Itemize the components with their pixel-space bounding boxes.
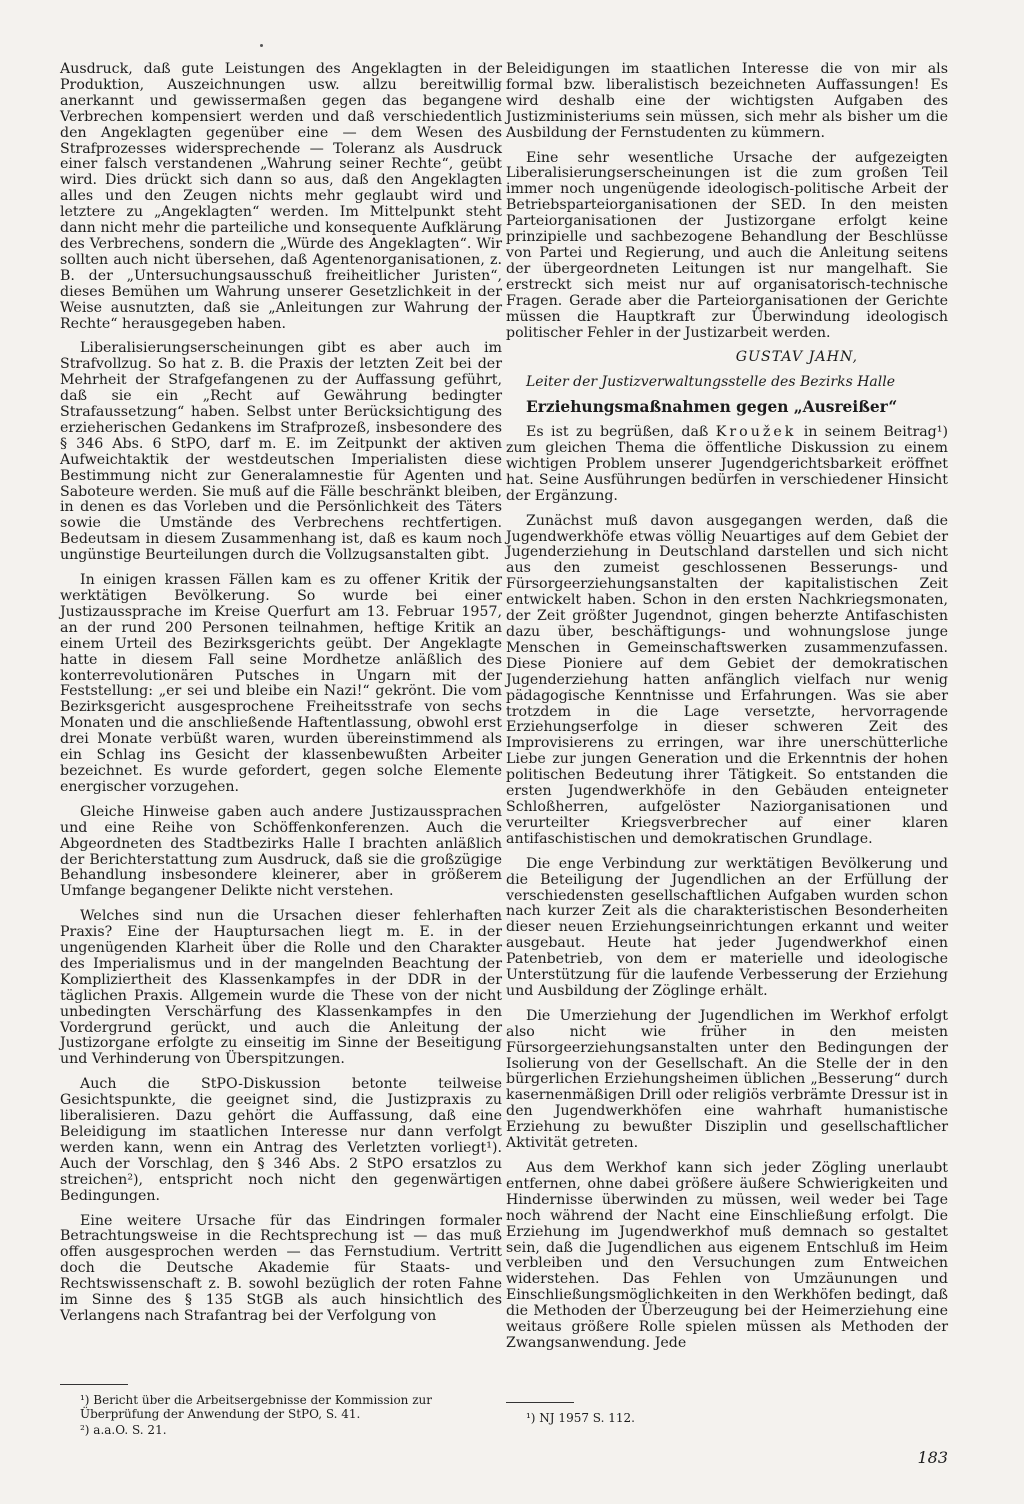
left-column [60, 62, 502, 1334]
body-paragraph: Aus dem Werkhof kann sich jeder Zögling unerlaubt entfernen, ohne dabei größere äußere Schwierigkeiten und Hindernisse überwinden zu müssen, weil weder bei Tage noch während der Nacht eine Einschließung erfolgt. Die Erziehung im Jugendwerkhof muß demnach so gestaltet sein, daß die Jugendlichen aus eigenem Entschluß im Heim verbleiben und den Versuchungen zum Entweichen widerstehen. Das Fehlen von Umzäunungen und Einschließungsmöglichkeiten in den Werkhöfen bedingt, daß die Methoden der Überzeugung bei der Heimerziehung eine weitaus größere Rolle spielen müssen als Methoden der Zwangsanwendung. Jede [506, 1160, 948, 1351]
print-speck [260, 44, 263, 47]
footnote: ²) a.a.O. S. 21. [80, 1423, 167, 1437]
body-paragraph: Zunächst muß davon ausgegangen werden, daß die Jugendwerkhöfe etwas völlig Neuartiges auf dem Gebiet der Jugenderziehung in Deutschland darstellen und sich nicht aus den zumeist geschlossenen Besserungs- und Fürsorgeerziehungsanstalten der kapitalistischen Zeit entwickelt haben. Schon in den ersten Nachkriegsmonaten, der Zeit größter Jugendnot, gingen beherzte Antifaschisten dazu über, beschäftigungs- und wohnungslose junge Menschen in Gemeinschaftswerken zusammenzufassen. Diese Pioniere auf dem Gebiet der demokratischen Jugenderziehung hatten anfänglich vielfach nur wenig pädagogische Kenntnisse und Erfahrungen. Was sie aber trotzdem in die Lage versetzte, hervorragende Erziehungserfolge in dieser schweren Zeit des Improvisierens zu erringen, war ihre unerschütterliche Liebe zur jungen Generation und die Erkenntnis der hohen politischen Bedeutung ihrer Tätigkeit. So entstanden die ersten Jugendwerkhöfe in den Gebäuden enteigneter Schloßherren, aufgelöster Naziorganisationen und verurteilter Kriegsverbrecher auf einer klaren antifaschistischen und demokratischen Grundlage. [506, 512, 948, 847]
intro-text: in seinem Beitrag¹) zum gleichen Thema die öffentliche Diskussion zu einem wichtigen Problem unserer Jugendgerichtsbarkeit eröffnet hat. Seine Ausführungen bedürfen in verschiedener Hinsicht der Ergänzung. [506, 424, 948, 504]
section-heading: Erziehungsmaßnahmen gegen „Ausreißer“ [526, 398, 898, 417]
body-paragraph: Eine sehr wesentliche Ursache der aufgezeigten Liberalisierungserscheinungen ist die zum großen Teil immer noch ungenügende ideologisch-politische Arbeit der Betriebsparteiorganisationen der SED. In den meisten Parteiorganisationen der Justizorgane erfolgt keine prinzipielle und sachbezogene Behandlung der Beschlüsse von Partei und Regierung, und auch die Anleitung seitens der übergeordneten Leitungen ist nur mangelhaft. Sie erstreckt sich meist nur auf organisatorisch-technische Fragen. Gerade aber die Parteiorganisationen der Gerichte müssen die Hauptkraft zur Überwindung ideologisch politischer Fehler in der Justizarbeit werden. [506, 149, 948, 341]
footnote: ¹) Bericht über die Arbeitsergebnisse der Kommission zur Überprüfung der Anwendung der StPO, S. 41. [80, 1393, 432, 1421]
body-paragraph [506, 425, 948, 505]
body-paragraph: Eine weitere Ursache für das Eindringen formaler Betrachtungsweise in die Rechtsprechung ist — das muß offen ausgesprochen werden — das Fernstudium. Vertritt doch die Deutsche Akademie für Staats- und Rechtswissenschaft z. B. sowohl bezüglich der roten Fahne im Sinne des § 135 StGB als auch hinsichtlich des Verlangens nach Strafantrag bei der Verfolgung von [60, 1212, 502, 1324]
left-footnotes [60, 1384, 502, 1439]
intro-text: Es ist zu begrüßen, daß [526, 424, 716, 441]
body-paragraph: In einigen krassen Fällen kam es zu offener Kritik der werktätigen Bevölkerung. So wurde bei einer Justizaussprache im Kreise Querfurt am 13. Februar 1957, an der rund 200 Personen teilnahmen, heftige Kritik an einem Urteil des Bezirksgerichts geübt. Der Angeklagte hatte in diesem Fall seine Mordhetze anläßlich des konterrevolutionären Putsches in Ungarn mit der Feststellung: „er sei und bleibe ein Nazi!“ gekrönt. Die vom Bezirksgericht ausgesprochene Freiheitsstrafe von sechs Monaten und die anschließende Haftentlassung, obwohl erst drei Monate verbüßt waren, wurden übereinstimmend als ein Schlag ins Gesicht der klassenbewußten Arbeiter bezeichnet. Es wurde gefordert, gegen solche Elemente energischer vorzugehen. [60, 572, 502, 795]
body-paragraph: Liberalisierungserscheinungen gibt es aber auch im Strafvollzug. So hat z. B. die Praxis der letzten Zeit bei der Mehrheit der Strafgefangenen zu der Auffassung geführt, daß sie ein „Recht auf Gewährung bedingter Strafaussetzung“ haben. Selbst unter Berücksichtigung des erzieherischen Gedankens im Strafprozeß, insbesondere des § 346 Abs. 6 StPO, darf m. E. im Zeitpunkt der aktiven Aufweichtaktik der westdeutschen Imperialisten diese Bestimmung nicht zur Generalamnestie für Agenten und Saboteure werden. Sie muß auf die Fälle beschränkt bleiben, in denen es das Vorleben und die Persönlichkeit des Täters sowie die Umstände des Verbrechens rechtfertigen. Bedeutsam in diesem Zusammenhang ist, daß es kaum noch ungünstige Beurteilungen durch die Vollzugsanstalten gibt. [60, 340, 502, 564]
body-paragraph: Die Umerziehung der Jugendlichen im Werkhof erfolgt also nicht wie früher in den meisten Fürsorgeerziehungsanstalten unter den Bedingungen der Isolierung von der Gesellschaft. An die Stelle der in den bürgerlichen Erziehungsheimen üblichen „Besserung“ durch kasernenmäßigen Drill oder religiös verbrämte Dressur ist in den Jugendwerkhöfen eine wahrhaft humanistische Erziehung zu bewußter Disziplin und gesellschaftlicher Aktivität getreten. [506, 1007, 948, 1152]
footnote: ¹) NJ 1957 S. 112. [526, 1411, 635, 1425]
footnote-rule [60, 1384, 128, 1385]
body-paragraph: Ausdruck, daß gute Leistungen des Angeklagten in der Produktion, Auszeichnungen usw. allzu bereitwillig anerkannt und gewissermaßen gegen das begangene Verbrechen kompensiert werden und daß verschiedentlich den Angeklagten gegenüber eine — dem Wesen des Strafprozesses widersprechende — Toleranz als Ausdruck einer falsch verstandenen „Wahrung seiner Rechte“, geübt wird. Dies drückt sich dann so aus, daß den Angeklagten alles und den Zeugen nichts mehr geglaubt wird und letztere zu „Angeklagten“ werden. Im Mittelpunkt steht dann nicht mehr die parteiliche und konsequente Aufklärung des Verbrechens, sondern die „Würde des Angeklagten“. Wir sollten auch nicht übersehen, daß Agentenorganisationen, z. B. der „Untersuchungsausschuß freiheitlicher Juristen“, dieses Bemühen um Wahrung unserer Gesetzlichkeit in der Weise ausnutzten, daß sie „Anleitungen zur Wahrung der Rechte“ herausgegeben haben. [60, 61, 502, 332]
right-column [506, 62, 948, 1361]
body-paragraph: Die enge Verbindung zur werktätigen Bevölkerung und die Beteiligung der Jugendlichen an der Erfüllung der verschiedensten gesellschaftlichen Aufgaben wurden schon nach kurzer Zeit als die charakteristischen Besonderheiten dieser neuen Erziehungseinrichtungen erkannt und weiter ausgebaut. Heute hat jeder Jugendwerkhof einen Patenbetrieb, von dem er materielle und ideologische Unterstützung für die laufende Verbesserung der Erziehung und Ausbildung der Zöglinge erhält. [506, 855, 948, 999]
author-name: GUSTAV JAHN, [735, 349, 858, 366]
body-paragraph: Welches sind nun die Ursachen dieser fehlerhaften Praxis? Eine der Hauptursachen liegt m. E. in der ungenügenden Klarheit über die Rolle und den Charakter des Imperialismus und in der mangelnden Beachtung der Kompliziertheit des Klassenkampfes in der DDR in der täglichen Praxis. Allgemein wurde die These von der nicht unbedingten Verschärfung des Klassenkampfes in den Vordergrund gerückt, und auch die Anleitung der Justizorgane erfolgte zu einseitig im Sinne der Beseitigung und Verhinderung von Überspitzungen. [60, 908, 502, 1068]
cited-author: Kroužek [715, 424, 797, 441]
right-footnotes [506, 1402, 948, 1427]
body-paragraph: Gleiche Hinweise gaben auch andere Justizaussprachen und eine Reihe von Schöffenkonferenzen. Auch die Abgeordneten des Stadtbezirks Halle I brachten anläßlich der Berichterstattung zum Ausdruck, daß sie die großzügige Behandlung insbesondere kleinerer, aber in größerem Umfange begangener Delikte nicht verstehen. [60, 803, 502, 900]
author-role: Leiter der Justizverwaltungsstelle des Bezirks Halle [526, 374, 895, 391]
body-paragraph: Auch die StPO-Diskussion betonte teilweise Gesichtspunkte, die geeignet sind, die Justizpraxis zu liberalisieren. Dazu gehört die Auffassung, daß eine Beleidigung im staatlichen Interesse nur dann verfolgt werden kann, wenn ein Antrag des Verletzten vorliegt¹). Auch der Vorschlag, den § 346 Abs. 2 StPO ersatzlos zu streichen²), entspricht noch nicht den gegenwärtigen Bedingungen. [60, 1076, 502, 1204]
footnote-rule [506, 1402, 574, 1403]
body-paragraph: Beleidigungen im staatlichen Interesse die von mir als formal bzw. liberalistisch bezeichneten Auffassungen! Es wird deshalb eine der wichtigsten Aufgaben des Justizministeriums sein müssen, sich mehr als bisher um die Ausbildung der Fernstudenten zu kümmern. [506, 61, 948, 141]
page-number: 183 [917, 1448, 948, 1467]
